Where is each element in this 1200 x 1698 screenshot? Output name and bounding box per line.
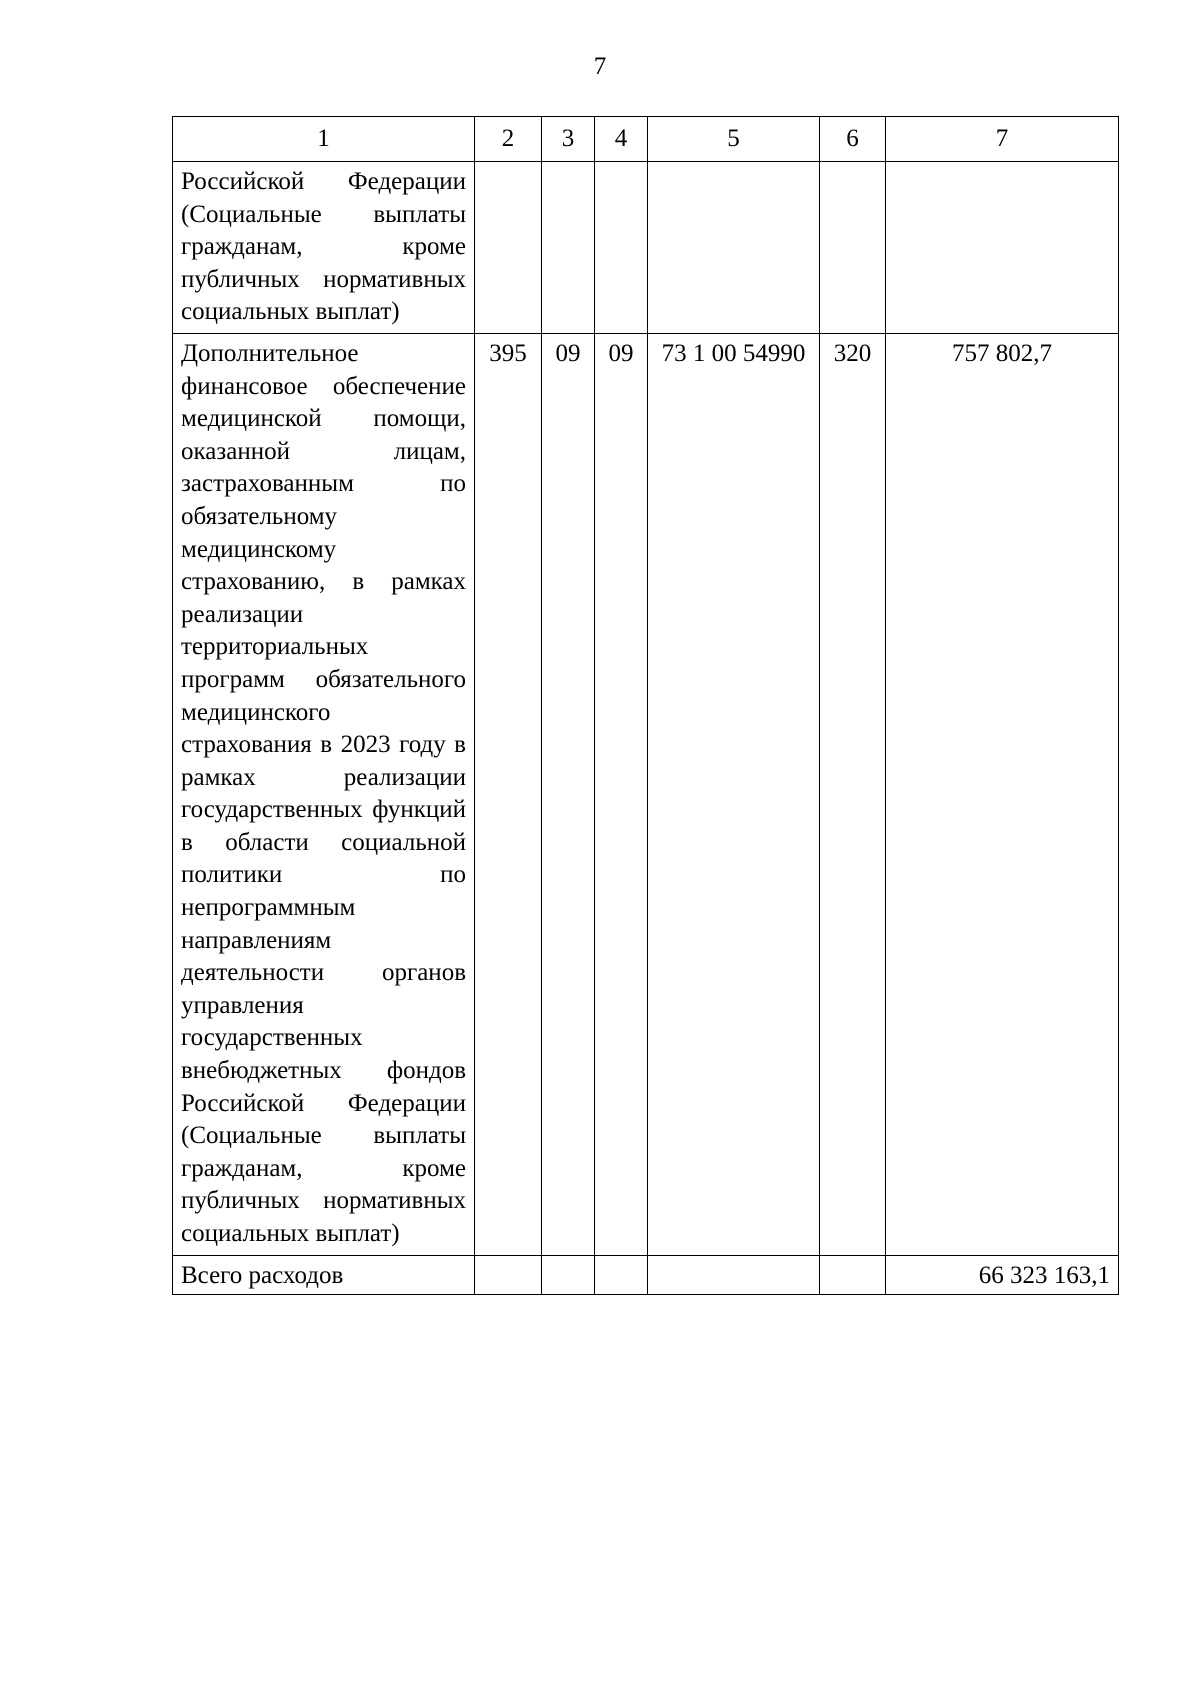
- table-header-cell: 4: [595, 117, 648, 162]
- row-col4: [595, 162, 648, 334]
- row-col2: [475, 162, 542, 334]
- row-col6: 320: [820, 333, 886, 1255]
- row-col2: 395: [475, 333, 542, 1255]
- row-col5: [648, 162, 820, 334]
- total-col6: [820, 1255, 886, 1295]
- budget-table: [172, 116, 1119, 1295]
- table-total-row: [173, 1255, 1119, 1295]
- row-col3: [542, 162, 595, 334]
- table-row: [173, 162, 1119, 334]
- total-col4: [595, 1255, 648, 1295]
- table-header-cell: 5: [648, 117, 820, 162]
- row-col4: 09: [595, 333, 648, 1255]
- total-amount: 66 323 163,1: [886, 1255, 1119, 1295]
- table-header-cell: 2: [475, 117, 542, 162]
- row-col7: 757 802,7: [886, 333, 1119, 1255]
- total-col2: [475, 1255, 542, 1295]
- table-header-cell: 6: [820, 117, 886, 162]
- page-number: 7: [593, 53, 607, 80]
- table-header-cell: 7: [886, 117, 1119, 162]
- total-col5: [648, 1255, 820, 1295]
- table-header-cell: 1: [173, 117, 475, 162]
- row-description: Дополнительное финансовое обеспечение медицинской помощи, оказанной лицам, застрахованным по обязательному медицинскому страхованию, в рамках реализации территориальных программ обязательного медицинского страхования в 2023 году в рамках реализации государственных функций в области социальной политики по непрограммным направлениям деятельности органов управления государственных внебюджетных фондов Российской Федерации (Социальные выплаты гражданам, кроме публичных нормативных социальных выплат): [173, 333, 475, 1255]
- table-header-cell: 3: [542, 117, 595, 162]
- row-col6: [820, 162, 886, 334]
- table-header-row: [173, 117, 1119, 162]
- table-row: [173, 333, 1119, 1255]
- row-col3: 09: [542, 333, 595, 1255]
- total-label: Всего расходов: [173, 1255, 475, 1295]
- total-col3: [542, 1255, 595, 1295]
- row-col5: 73 1 00 54990: [648, 333, 820, 1255]
- row-col7: [886, 162, 1119, 334]
- row-description: Российской Федерации (Социальные выплаты гражданам, кроме публичных нормативных социальных выплат): [173, 162, 475, 334]
